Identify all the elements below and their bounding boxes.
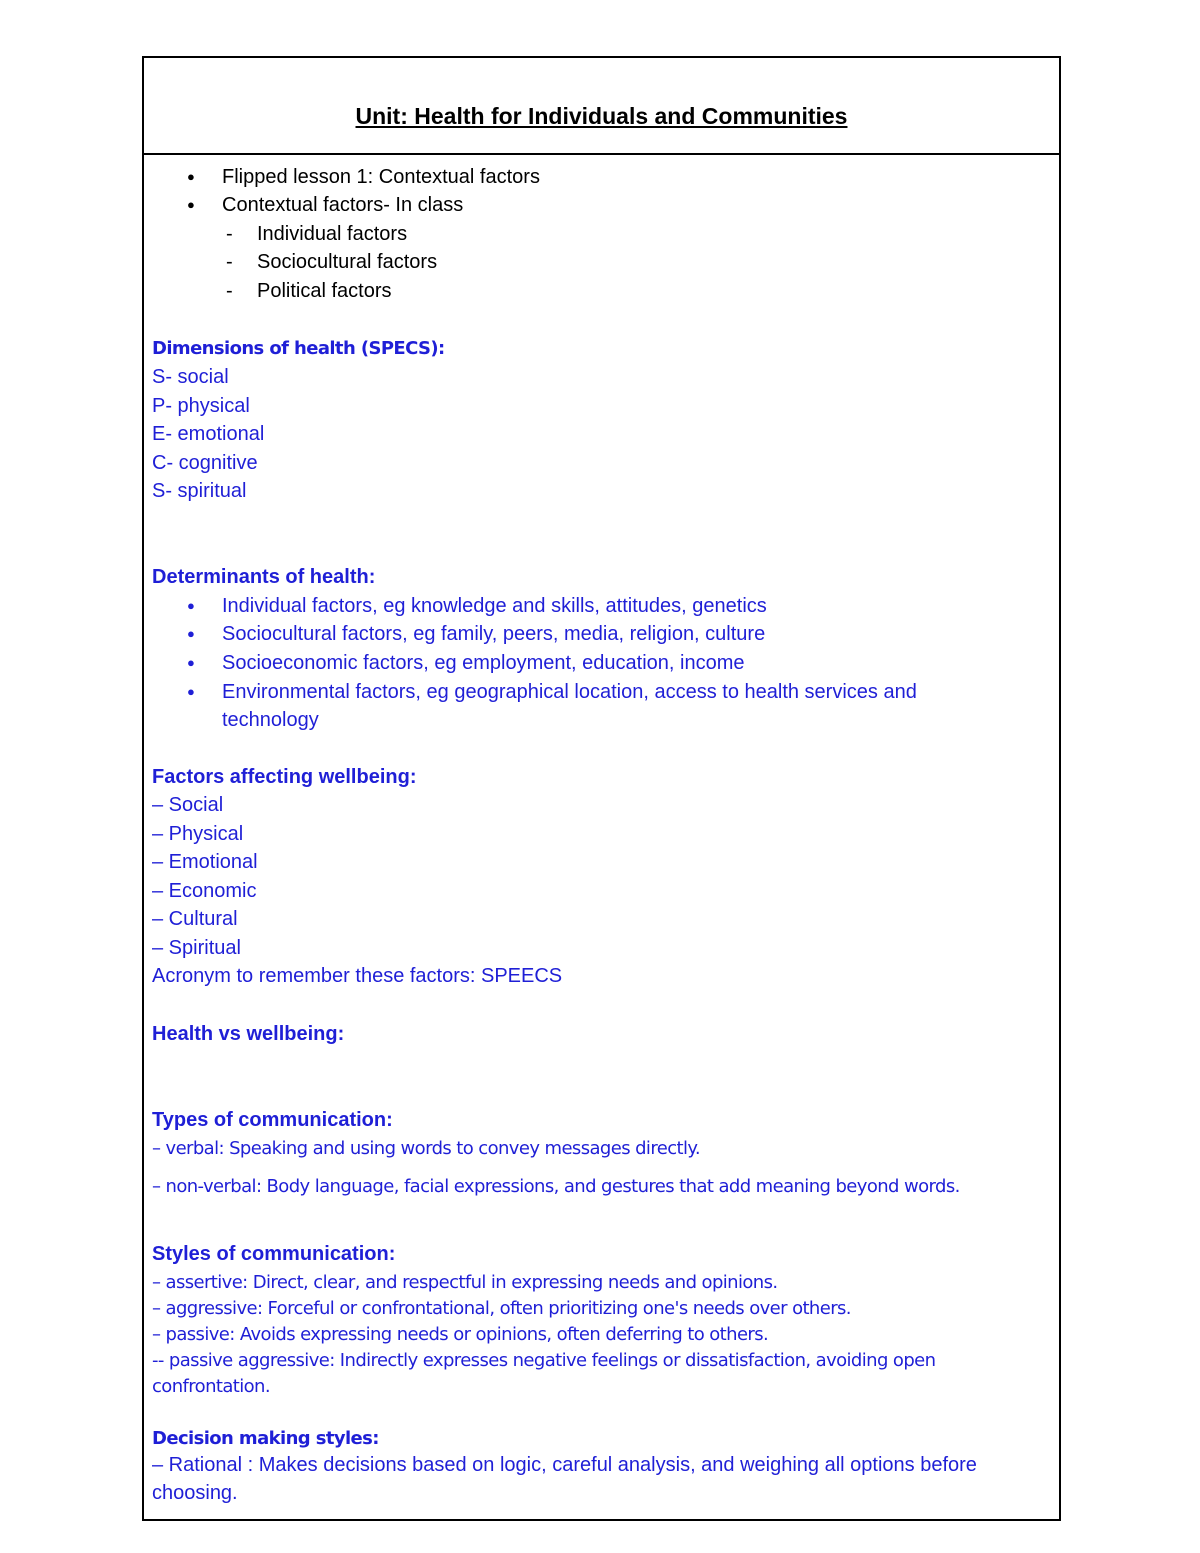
in-class-subitem: - Sociocultural factors — [257, 250, 437, 274]
wellbeing-item: – Economic — [152, 880, 257, 902]
acronym-note: Acronym to remember these factors: SPEECS — [152, 965, 563, 987]
dimension-item: S- social — [152, 366, 229, 388]
dimension-item: E- emotional — [152, 423, 265, 445]
communication-style-item: -- passive aggressive: Indirectly expresses negative feelings or dissatisfaction, avoiding open — [152, 1350, 936, 1371]
lesson-item: ● Flipped lesson 1: Contextual factors — [222, 165, 540, 189]
in-class-subitem: - Individual factors — [257, 222, 407, 246]
communication-style-item: – assertive: Direct, clear, and respectful in expressing needs and opinions. — [152, 1272, 778, 1293]
wellbeing-item: – Cultural — [152, 908, 238, 930]
dimension-item: P- physical — [152, 395, 250, 417]
determinant-item-continued: technology — [222, 709, 319, 731]
determinants-heading: Determinants of health: — [152, 566, 376, 588]
health-vs-wellbeing-heading: Health vs wellbeing: — [152, 1023, 345, 1045]
determinant-item: ● Environmental factors, eg geographical location, access to health services and — [222, 680, 917, 704]
determinant-item: ● Individual factors, eg knowledge and skills, attitudes, genetics — [222, 594, 767, 618]
communication-types-heading: Types of communication: — [152, 1109, 393, 1131]
page-title: Unit: Health for Individuals and Communities — [355, 103, 848, 129]
communication-style-item: – aggressive: Forceful or confrontational, often prioritizing one's needs over others. — [152, 1298, 851, 1319]
wellbeing-heading: Factors affecting wellbeing: — [152, 766, 417, 788]
communication-type-item: – non-verbal: Body language, facial expressions, and gestures that add meaning beyond words. — [152, 1176, 960, 1197]
communication-style-item-continued: confrontation. — [152, 1376, 270, 1397]
wellbeing-item: – Emotional — [152, 851, 258, 873]
in-class-subitem: - Political factors — [257, 279, 392, 303]
communication-style-item: – passive: Avoids expressing needs or opinions, often deferring to others. — [152, 1324, 769, 1345]
decision-making-heading: Decision making styles: — [152, 1428, 379, 1449]
dimensions-heading: Dimensions of health (SPECS): — [152, 338, 445, 359]
title-cell — [144, 58, 1059, 155]
decision-making-item: – Rational : Makes decisions based on logic, careful analysis, and weighing all options before — [152, 1454, 977, 1476]
determinant-item: ● Socioeconomic factors, eg employment, education, income — [222, 651, 745, 675]
document-page — [142, 56, 1061, 1521]
wellbeing-item: – Social — [152, 794, 224, 816]
decision-making-item-continued: choosing. — [152, 1482, 238, 1504]
lesson-item: ● Contextual factors- In class — [222, 193, 463, 217]
wellbeing-item: – Spiritual — [152, 937, 241, 959]
wellbeing-item: – Physical — [152, 823, 244, 845]
dimension-item: S- spiritual — [152, 480, 247, 502]
dimension-item: C- cognitive — [152, 452, 258, 474]
communication-type-item: – verbal: Speaking and using words to convey messages directly. — [152, 1138, 700, 1159]
determinant-item: ● Sociocultural factors, eg family, peers, media, religion, culture — [222, 622, 765, 646]
communication-styles-heading: Styles of communication: — [152, 1243, 396, 1265]
